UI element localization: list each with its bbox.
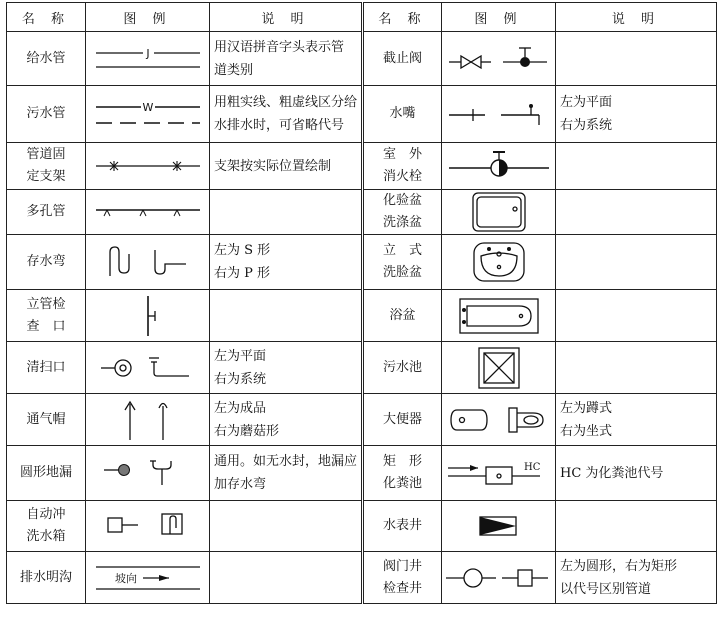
symbol-icon bbox=[86, 446, 210, 501]
symbol-desc bbox=[210, 143, 363, 190]
riser-inspection-icon bbox=[128, 294, 168, 338]
symbol-desc bbox=[556, 235, 717, 290]
symbol-name-text: 污水池 bbox=[382, 359, 422, 375]
symbol-name-text: 截止阀 bbox=[382, 50, 422, 66]
septic-tank-icon bbox=[444, 456, 554, 490]
bathtub-icon bbox=[457, 296, 541, 336]
symbol-name bbox=[363, 290, 442, 342]
symbol-icon bbox=[442, 446, 556, 501]
header-name: 名 称 bbox=[363, 3, 442, 32]
fixed-support-icon bbox=[93, 156, 203, 176]
symbol-icon bbox=[86, 394, 210, 446]
symbol-name-text: 立 式 bbox=[382, 243, 422, 258]
symbol-name bbox=[7, 235, 86, 290]
symbol-desc-text: 用粗实线、粗虚线区分给 bbox=[214, 95, 358, 110]
pipe-W-icon bbox=[93, 95, 203, 133]
svg-text:W: W bbox=[142, 101, 153, 114]
symbol-desc bbox=[556, 32, 717, 86]
legend-row bbox=[7, 342, 717, 394]
symbol-name bbox=[7, 394, 86, 446]
symbol-name bbox=[7, 290, 86, 342]
perforated-pipe-icon bbox=[93, 202, 203, 222]
symbol-name bbox=[363, 190, 442, 235]
symbol-desc-text: 右为系统 bbox=[560, 118, 613, 133]
symbol-name bbox=[363, 446, 442, 501]
vent-cap-icon bbox=[108, 398, 188, 442]
symbol-desc-text: 左为 S 形 bbox=[214, 243, 271, 258]
floor-drain-icon bbox=[98, 455, 198, 491]
symbol-name-text: 通气帽 bbox=[26, 411, 66, 427]
symbol-name bbox=[7, 446, 86, 501]
symbol-desc bbox=[210, 342, 363, 394]
symbol-name-text: 存水弯 bbox=[26, 254, 66, 269]
symbol-name-text: 自动冲 bbox=[26, 507, 66, 522]
symbol-name bbox=[7, 342, 86, 394]
lab-sink-icon bbox=[469, 190, 529, 234]
symbol-icon bbox=[442, 501, 556, 552]
symbol-desc bbox=[210, 86, 363, 143]
symbol-icon bbox=[86, 290, 210, 342]
symbol-desc-text: 左为圆形，右为矩形 bbox=[560, 558, 678, 574]
symbol-desc bbox=[556, 501, 717, 552]
symbol-name-text: 化粪池 bbox=[382, 476, 422, 491]
symbol-name bbox=[363, 394, 442, 446]
header-icon: 图 例 bbox=[442, 3, 556, 32]
symbol-name-text: 管道固 bbox=[26, 147, 66, 162]
symbol-desc bbox=[210, 501, 363, 552]
header-row bbox=[7, 3, 717, 32]
legend-row bbox=[7, 290, 717, 342]
symbol-name-text: 消火栓 bbox=[382, 169, 422, 184]
symbol-name-text: 大便器 bbox=[382, 411, 422, 427]
slop-sink-icon bbox=[476, 345, 522, 391]
symbol-desc-text: 通用。如无水封，地漏应 bbox=[214, 454, 358, 469]
open-ditch-icon bbox=[93, 561, 203, 595]
symbol-desc-text: 以代号区别管道 bbox=[560, 581, 652, 597]
symbol-name-text: 水嘴 bbox=[389, 106, 416, 121]
symbol-name bbox=[363, 342, 442, 394]
symbol-desc bbox=[556, 290, 717, 342]
symbol-name-text: 洗水箱 bbox=[26, 529, 66, 544]
flush-tank-icon bbox=[98, 508, 198, 544]
legend-row bbox=[7, 86, 717, 143]
legend-row bbox=[7, 143, 717, 190]
symbol-desc bbox=[210, 190, 363, 235]
symbol-desc-text: HC 为化粪池代号 bbox=[560, 465, 664, 481]
symbol-name-text: 检查井 bbox=[382, 580, 422, 596]
symbol-desc-text: 左为平面 bbox=[214, 348, 267, 364]
symbol-name-text: 排水明沟 bbox=[19, 569, 72, 585]
symbol-icon bbox=[442, 190, 556, 235]
globe-valve-icon bbox=[447, 44, 551, 74]
symbol-name-text: 浴盆 bbox=[389, 307, 416, 323]
symbol-desc bbox=[210, 552, 363, 604]
legend-row bbox=[7, 235, 717, 290]
symbol-name bbox=[363, 86, 442, 143]
symbol-icon bbox=[86, 235, 210, 290]
cleanout-icon bbox=[93, 351, 203, 385]
symbol-icon bbox=[442, 235, 556, 290]
symbol-desc-text: 右为蘑菇形 bbox=[214, 423, 280, 439]
symbol-desc-text: 右为坐式 bbox=[560, 423, 613, 439]
symbol-desc bbox=[556, 190, 717, 235]
symbol-desc-text: 左为蹲式 bbox=[560, 400, 613, 416]
trap-icon bbox=[100, 242, 196, 282]
symbol-desc-text: 加存水弯 bbox=[214, 477, 267, 492]
symbol-icon bbox=[442, 394, 556, 446]
faucet-icon bbox=[447, 99, 551, 129]
symbol-name-text: 水表井 bbox=[382, 518, 422, 533]
legend-row bbox=[7, 394, 717, 446]
symbol-desc bbox=[210, 446, 363, 501]
pipe-J-icon bbox=[93, 42, 203, 76]
symbol-name-text: 给水管 bbox=[26, 50, 66, 66]
symbol-desc-text: 左为成品 bbox=[214, 400, 267, 416]
symbol-desc-text: 用汉语拼音字头表示管 bbox=[214, 39, 345, 55]
symbol-name bbox=[7, 32, 86, 86]
symbol-name-text: 查 口 bbox=[26, 318, 66, 334]
symbol-name bbox=[363, 552, 442, 604]
legend-row bbox=[7, 32, 717, 86]
svg-text:J: J bbox=[145, 46, 150, 60]
legend-table bbox=[6, 2, 717, 604]
symbol-icon bbox=[442, 143, 556, 190]
symbol-desc-text: 支架按实际位置绘制 bbox=[214, 158, 332, 174]
symbol-name bbox=[363, 32, 442, 86]
symbol-icon bbox=[86, 552, 210, 604]
symbol-icon bbox=[86, 143, 210, 190]
symbol-name-text: 定支架 bbox=[26, 169, 66, 184]
washbasin-icon bbox=[469, 240, 529, 284]
symbol-desc bbox=[556, 446, 717, 501]
symbol-desc-text: 道类别 bbox=[214, 62, 254, 78]
symbol-desc bbox=[556, 552, 717, 604]
symbol-desc-text: 水排水时，可省略代号 bbox=[214, 118, 345, 133]
valve-well-icon bbox=[444, 563, 554, 593]
symbol-desc bbox=[556, 143, 717, 190]
symbol-name-text: 污水管 bbox=[26, 106, 66, 121]
symbol-icon bbox=[442, 32, 556, 86]
symbol-desc bbox=[210, 32, 363, 86]
symbol-name-text: 洗脸盆 bbox=[382, 265, 422, 280]
symbol-name-text: 矩 形 bbox=[382, 454, 422, 469]
symbol-name bbox=[7, 552, 86, 604]
symbol-name-text: 室 外 bbox=[382, 147, 422, 162]
header-name: 名 称 bbox=[7, 3, 86, 32]
slope-label: 坡向 bbox=[114, 571, 137, 585]
symbol-name bbox=[7, 501, 86, 552]
legend-row bbox=[7, 446, 717, 501]
hydrant-icon bbox=[447, 148, 551, 184]
symbol-icon bbox=[86, 32, 210, 86]
symbol-desc bbox=[556, 86, 717, 143]
symbol-desc bbox=[556, 394, 717, 446]
symbol-name-text: 圆形地漏 bbox=[19, 465, 72, 480]
symbol-name-text: 清扫口 bbox=[26, 359, 66, 375]
legend-row bbox=[7, 501, 717, 552]
symbol-icon bbox=[86, 86, 210, 143]
symbol-desc-text: 右为 P 形 bbox=[214, 266, 271, 281]
meter-well-icon bbox=[474, 513, 524, 539]
symbol-name-text: 立管检 bbox=[26, 296, 66, 312]
symbol-desc-text: 左为平面 bbox=[560, 95, 613, 110]
symbol-name-text: 阀门井 bbox=[382, 558, 422, 574]
symbol-icon bbox=[442, 86, 556, 143]
symbol-name bbox=[363, 235, 442, 290]
symbol-name-text: 化验盆 bbox=[382, 193, 422, 208]
symbol-icon bbox=[86, 501, 210, 552]
symbol-icon bbox=[442, 290, 556, 342]
symbol-name bbox=[363, 143, 442, 190]
symbol-name-text: 洗涤盆 bbox=[382, 215, 422, 230]
header-desc: 说 明 bbox=[210, 3, 363, 32]
symbol-name bbox=[7, 190, 86, 235]
header-icon: 图 例 bbox=[86, 3, 210, 32]
symbol-desc bbox=[210, 235, 363, 290]
symbol-icon bbox=[442, 552, 556, 604]
symbol-name-text: 多孔管 bbox=[26, 204, 66, 219]
symbol-name bbox=[7, 86, 86, 143]
toilet-icon bbox=[447, 405, 551, 435]
legend-row bbox=[7, 552, 717, 604]
header-desc: 说 明 bbox=[556, 3, 717, 32]
symbol-icon bbox=[86, 342, 210, 394]
symbol-icon bbox=[86, 190, 210, 235]
symbol-desc bbox=[210, 290, 363, 342]
symbol-name bbox=[363, 501, 442, 552]
symbol-icon bbox=[442, 342, 556, 394]
symbol-name bbox=[7, 143, 86, 190]
symbol-desc bbox=[556, 342, 717, 394]
symbol-desc bbox=[210, 394, 363, 446]
symbol-desc-text: 右为系统 bbox=[214, 371, 267, 387]
hc-label: HC bbox=[523, 462, 540, 473]
legend-row bbox=[7, 190, 717, 235]
